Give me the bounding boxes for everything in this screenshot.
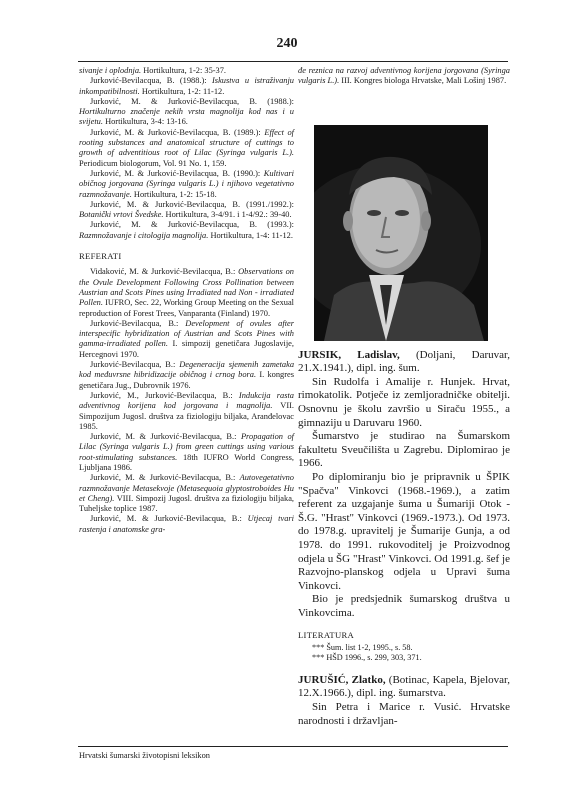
entry-authors: Jurković, M. & Jurković-Bevilacqua, B. (1989.):	[90, 127, 265, 137]
bibliography-entry	[79, 473, 294, 514]
entry-title: Botanički vrtovi Švedske.	[79, 210, 164, 220]
footer-text: Hrvatski šumarski životopisni leksikon	[79, 751, 210, 760]
bibliography-entry	[79, 391, 294, 432]
entry-source: VII. Simpozijum Jugosl. društva za fiziologiju biljaka, Aranđelovac 1985.	[79, 401, 295, 431]
bibliography-entry	[79, 267, 294, 318]
entry-authors: Jurković, M. & Jurković-Bevilacqua, B. (1991./1992.):	[90, 199, 294, 209]
footer-rule	[78, 746, 508, 747]
bibliography-entry	[79, 200, 294, 221]
entry-title: sivanje i oplodnja.	[79, 66, 142, 75]
bibliography-entry	[79, 76, 294, 97]
entry-jursik-dates: (Doljani, Daruvar, 21.X.1941.), dipl. ing. šum.	[298, 348, 510, 375]
entry-jursik-lead	[298, 349, 510, 376]
entry-jursik-paragraph: Bio je predsjednik šumarskog društva u Vinkovcima.	[298, 593, 510, 619]
bibliography-entry	[79, 128, 294, 169]
entry-authors: Jurković, M. & Jurković-Bevilacqua, B.:	[90, 432, 241, 442]
entry-source: I. kongres genetičara Jug., Dubrovnik 1976.	[79, 370, 294, 390]
entry-title: Hortikulturno značenje nekih vrsta magnolija kod nas i u svijetu.	[79, 107, 294, 127]
right-column	[298, 66, 510, 728]
entry-jurusic-paragraph: Sin Petra i Marice r. Vusić. Hrvatske narodnosti i državljan-	[298, 700, 510, 727]
entry-title: Effect of rooting substances and anatomical structure of cuttings to growth of adventitious root of Lilac (Syringa vulgaris L.).	[79, 127, 294, 158]
entry-title: Development of ovules after interspecific hybridization of Austrian and Scots Pines with gamma-irradiated pollen.	[79, 318, 294, 349]
bibliography-entry	[79, 220, 294, 241]
entry-authors: Jurković, M., Jurković-Bevilacqua, B.:	[90, 390, 239, 400]
entry-source: Periodicum biologorum, Vol. 91 No. 1, 159.	[79, 158, 227, 168]
entry-source: VIII. Simpozij Jugosl. društva za fiziologiju biljaka, Tuheljske toplice 1987.	[79, 493, 295, 514]
header-rule	[78, 61, 508, 62]
portrait-photo	[314, 125, 488, 341]
entry-authors: Jurković, M. & Jurković-Bevilacqua, B. (1993.):	[90, 220, 294, 230]
entry-jursik-paragraph: Šumarstvo je studirao na Šumarskom fakultetu Sveučilišta u Zagrebu. Diplomirao je 1966.	[298, 430, 510, 470]
literatura-item: *** Šum. list 1-2, 1995., s. 58.	[312, 642, 413, 652]
bibliography-entry	[79, 360, 294, 391]
entry-jursik-paragraph: Po diplomiranju bio je pripravnik u ŠPIK "Spačva" Vinkovci (1968.-1969.), a zatim referent za uzgajanje šuma u Šumariji Otok - Š.G. "Hrast" Vinkovci (1969.-1973.). Od 1973. do 1978.g. upravitelj je Šumarije Gunja, a od 1978. do 1991. rukovoditelj je Proizvodnog odjela u ŠG "Hrast" Vinkovci. Od 1991.g. šef je Razvojno-planskog odjela u Upravi šuma Vinkovci.	[298, 470, 510, 592]
entry-authors: Vidaković, M. & Jurković-Bevilacqua, B.:	[90, 267, 239, 277]
entry-authors: Jurković, M. & Jurković-Bevilacqua, B.:	[90, 514, 248, 524]
entry-authors: Jurković, M. & Jurković-Bevilacqua, B. (1990.):	[90, 168, 264, 178]
entry-authors: Jurković, M. & Jurković-Bevilacqua, B. (1988.):	[90, 96, 294, 106]
entry-jursik-name: JURSIK, Ladislav,	[298, 348, 400, 361]
entry-jurusic-name: JURUŠIĆ, Zlatko,	[298, 673, 386, 686]
continuation-italic: đe reznica na razvoj adventivnog korijena jorgovana (Syringa vulgaris L.).	[298, 66, 510, 86]
entry-jursik-paragraph: Sin Rudolfa i Amalije r. Hunjek. Hrvat, rimokatolik. Potječe iz zemljoradničke obitelji. Osnovnu je školu završio u Siraču 1955., a gimnaziju u Daruvaru 1960.	[298, 375, 510, 429]
entry-source: Hortikultura, 1-4: 11-12.	[208, 230, 293, 240]
entry-title: Utjecaj tvari rastenja i anatomske gra-	[79, 514, 294, 534]
entry-title: Kultivari običnog jorgovana (Syringa vulgaris L.) i njihovo vegetativno razmnožavanje.	[79, 168, 294, 199]
bibliography-entry	[79, 514, 294, 535]
entry-jurusic-lead	[298, 674, 510, 701]
entry-source: Hortikultura, 1-2: 35-37.	[141, 66, 227, 75]
entry-source: I. simpozij genetičara Jugoslavije, Hercegnovi 1970.	[79, 339, 294, 359]
entry-source: Hortikultura, 1-2: 11-12.	[139, 86, 225, 96]
entry-source: 18th IUFRO World Congress, Ljubljana 1986.	[79, 452, 295, 472]
entry-title: Observations on the Ovule Development Following Cross Pollination between Austrian and Scots Pines using Irradiated nad Non - irradiated Pollen.	[79, 267, 294, 308]
entry-title: Propagation of Lilac (Syringa vulgaris L.) from green cuttings using various root-stimulating substances.	[79, 432, 294, 462]
left-column	[79, 66, 294, 535]
bibliography-entry	[79, 66, 294, 76]
entry-jurusic	[298, 674, 510, 728]
entry-title: Degeneracija sjemenih zametaka kod međuvrsne hibridizacije običnog i crnog bora.	[79, 360, 295, 380]
literatura-item: *** HŠD 1996., s. 299, 303, 371.	[312, 653, 422, 663]
bibliography-list	[79, 66, 294, 241]
entry-jurusic-dates: (Botinac, Kapela, Bjelovar, 12.X.1966.), dipl. ing. šumarstva.	[298, 673, 510, 700]
entry-title: Indukcija rasta adventivnog korijena kod jorgovana i magnolija.	[79, 390, 294, 411]
entry-jursik	[298, 349, 510, 621]
literatura-heading: LITERATURA	[298, 630, 354, 641]
referati-list	[79, 267, 294, 535]
entry-source: Hortikultura, 1-2: 15-18.	[131, 189, 217, 199]
bibliography-entry	[79, 97, 294, 128]
entry-title: Razmnožavanje i citologija magnolija.	[79, 230, 209, 240]
entry-authors: Jurković, M. & Jurković-Bevilacqua, B.:	[90, 473, 240, 483]
entry-authors: Jurković-Bevilacqua, B. (1988.):	[90, 76, 213, 86]
bibliography-entry	[79, 169, 294, 200]
page-number: 240	[276, 36, 298, 51]
entry-authors: Jurković-Bevilacqua, B.:	[90, 360, 180, 370]
bibliography-entry	[79, 319, 294, 360]
entry-source: IUFRO, Sec. 22, Working Group Meeting on the Sexual reproduction of Forest Trees, Vanparanta (Finland) 1970.	[79, 298, 294, 318]
entry-source: Hortikultura, 3-4/91. i 1-4/92.: 39-40.	[163, 210, 292, 220]
continuation-paragraph	[298, 66, 510, 87]
entry-title: Iskustva u istraživanju inkompatibilnosti.	[79, 76, 294, 96]
entry-source: Hortikultura, 3-4: 13-16.	[102, 117, 188, 127]
entry-title: Autovegetativno razmnožavanje Metasekvoje (Metasequoia glyptostroboides Hu et Cheng).	[79, 473, 294, 503]
portrait-image	[314, 125, 488, 341]
referati-heading: REFERATI	[79, 251, 122, 262]
entry-authors: Jurković-Bevilacqua, B.:	[90, 318, 186, 328]
continuation-plain: III. Kongres biologa Hrvatske, Mali Lošinj 1987.	[339, 76, 507, 86]
bibliography-entry	[79, 432, 294, 473]
